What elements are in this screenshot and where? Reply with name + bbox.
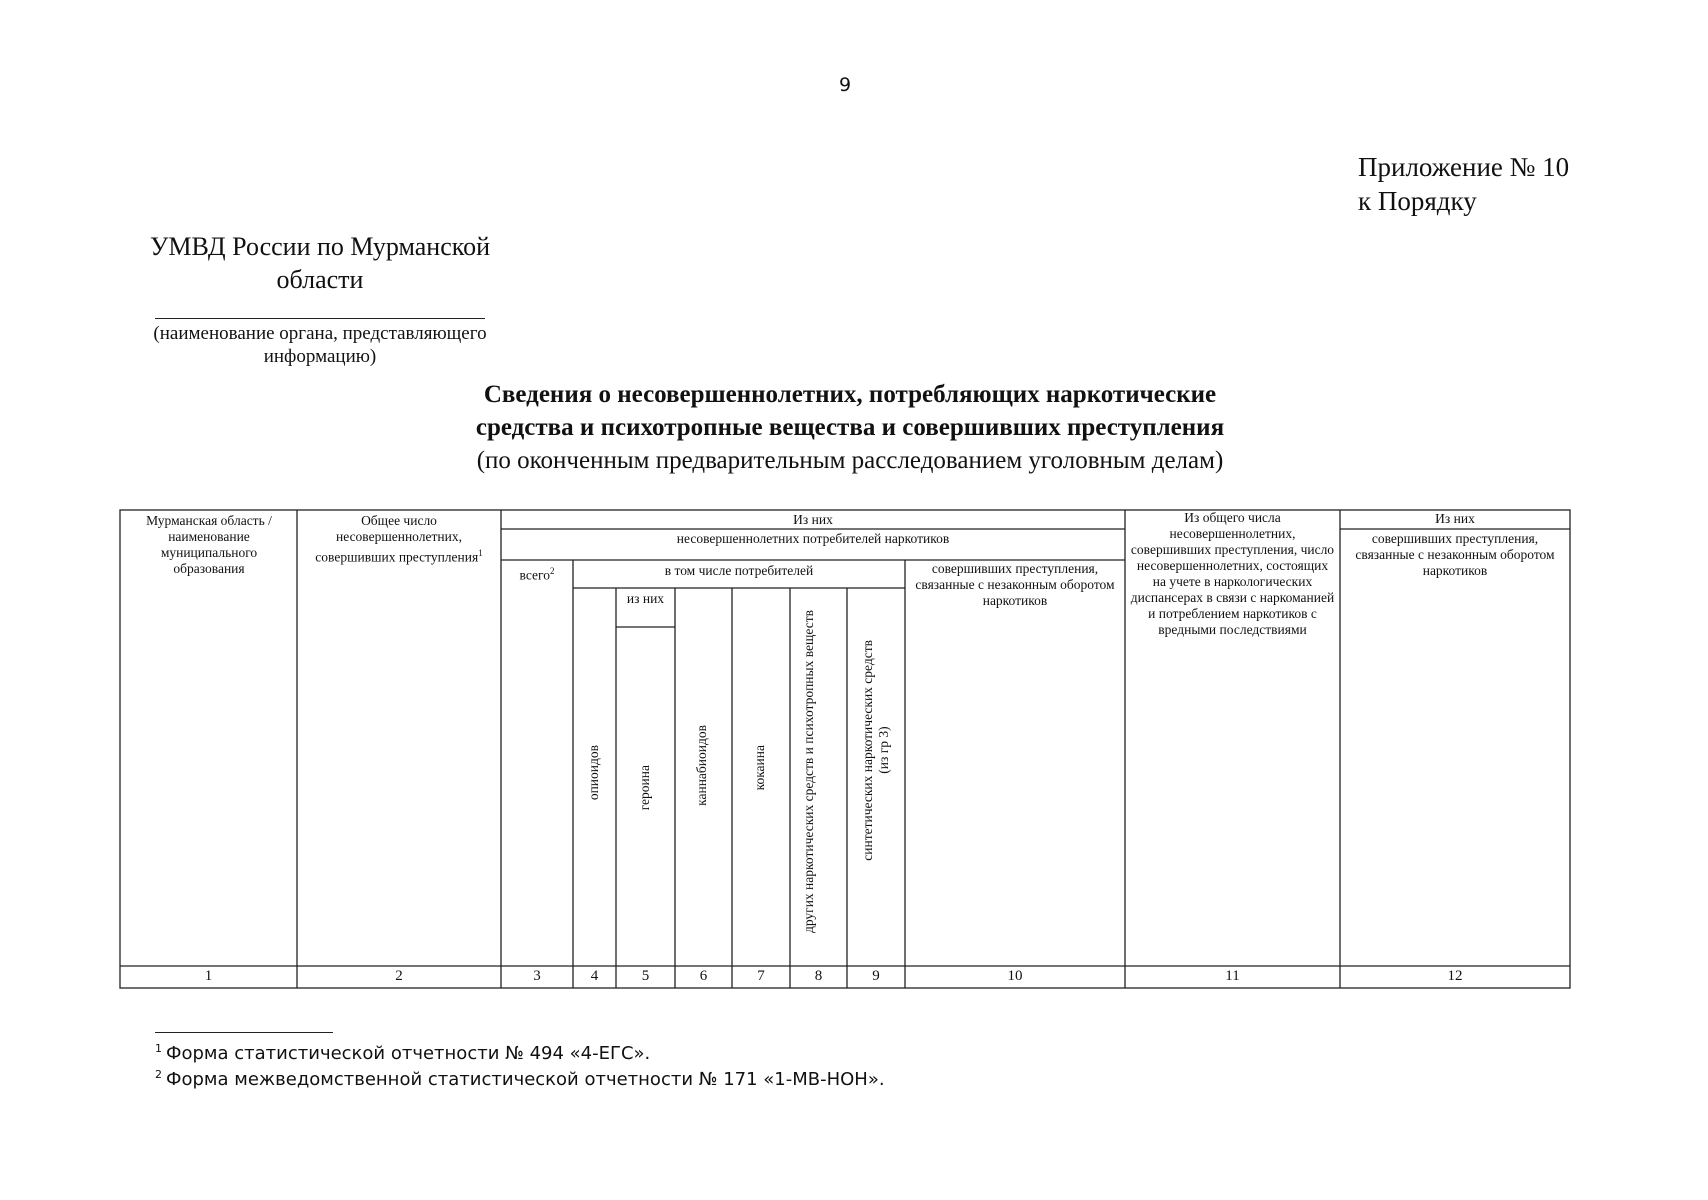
footnote-2-mark: 2 [155, 1068, 162, 1081]
header-consumers: несовершеннолетних потребителей наркотиков [676, 531, 950, 546]
page-number: 9 [838, 74, 852, 96]
column-number-8: 8 [814, 968, 823, 984]
header-synthetic [860, 640, 892, 861]
appendix-line-2: к Порядку [1358, 186, 1477, 216]
header-vsego-text: всего [519, 567, 550, 583]
header-opioids: опиоидов [586, 745, 601, 801]
appendix-line-1: Приложение № 10 [1358, 152, 1570, 182]
header-others: других наркотических средств и психотропных веществ [801, 610, 816, 934]
organization-caption: (наименование органа, представляющего информацию) [153, 323, 487, 367]
column-number-11: 11 [1225, 968, 1240, 984]
column-number-4: 4 [590, 968, 599, 984]
column-number-2: 2 [395, 968, 403, 984]
footnote-1-text: Форма статистической отчетности № 494 «4-ЕГС». [166, 1043, 651, 1064]
header-vsego [503, 563, 571, 584]
column-number-9: 9 [872, 968, 880, 984]
header-synthetic-line-1: синтетических наркотических средств [860, 640, 875, 861]
column-number-10: 10 [1007, 968, 1023, 984]
footnote-1-mark: 1 [155, 1042, 162, 1055]
footnote-2 [155, 1068, 885, 1090]
footnote-2-text: Форма межведомственной статистической отчетности № 171 «1-МВ-НОН». [166, 1069, 885, 1090]
header-col12: совершивших преступления, связанные с незаконным оборотом наркотиков [1355, 531, 1555, 578]
header-heroin: героина [637, 765, 652, 811]
column-number-6: 6 [699, 968, 708, 984]
header-region: Мурманская область / наименование муниципального образования [146, 513, 272, 576]
header-col11: Из общего числа несовершеннолетних, совершивших преступления, число несовершеннолетних, состоящих на учете в наркологических диспансерах в связи с наркоманией и потреблением наркотиков с вредными последствиями [1130, 510, 1335, 637]
organization-name-line-1: УМВД России по Мурманской [150, 232, 490, 261]
column-number-1: 1 [204, 968, 213, 984]
column-number-7: 7 [757, 968, 765, 984]
header-subgroup: в том числе потребителей [664, 563, 814, 578]
column-number-5: 5 [641, 968, 650, 984]
column-number-3: 3 [533, 968, 541, 984]
header-col10: совершивших преступления, связанные с незаконным оборотом наркотиков [915, 561, 1115, 608]
header-iz-nih-small: из них [626, 591, 665, 606]
header-total-minors [305, 513, 493, 566]
header-iz-nih: Из них [793, 512, 833, 527]
footnote-1 [155, 1042, 650, 1064]
title-subtitle: (по оконченным предварительным расследованием уголовным делам) [476, 447, 1224, 474]
header-col12-top: Из них [1435, 511, 1475, 526]
header-cocaine: кокаина [752, 745, 767, 791]
title-line-2: средства и психотропные вещества и совершивших преступления [475, 414, 1225, 441]
footnote-separator [155, 1032, 333, 1033]
footnote-ref-1: 1 [478, 548, 483, 558]
title-line-1: Сведения о несовершеннолетних, потребляющих наркотические [483, 381, 1217, 408]
header-synthetic-line-2: (из гр 3) [876, 726, 891, 775]
header-total-minors-text: Общее число несовершеннолетних, совершивших преступления [315, 513, 479, 565]
column-number-12: 12 [1447, 968, 1463, 984]
organization-name-line-2: области [276, 265, 364, 294]
footnote-ref-2: 2 [549, 566, 555, 576]
header-cannabinoids: каннабиоидов [694, 725, 709, 806]
table-frame [120, 510, 1570, 988]
